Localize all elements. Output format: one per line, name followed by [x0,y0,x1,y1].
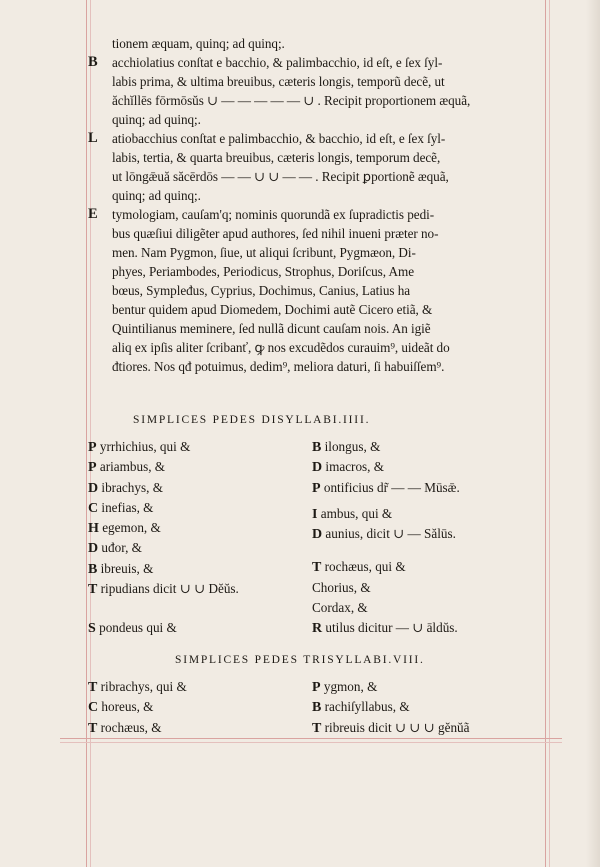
column-left-disyllabi [88,437,239,639]
text-line: aliq ex ipſis aliter ſcribanť, ꝙ nos excudẽdos curauim⁹, uideãt do [112,340,450,355]
list-item: C horeus, & [88,699,154,716]
bottom-rule [60,738,562,739]
list-item: S pondeus qui & [88,620,177,637]
text-line: bœus, Sympleđus, Cyprius, Dochimus, Canius, Latius ha [112,283,411,298]
list-item: P ariambus, & [88,459,166,476]
list-item: B ibreuis, & [88,560,154,577]
list-item: H egemon, & [88,520,161,537]
drop-initial: E [88,206,98,222]
list-item: D ibrachys, & [88,479,163,496]
list-item: B rachiſyllabus, & [312,699,410,716]
list-item: D imacros, & [312,459,385,476]
list-item: T ribrachys, qui & [88,679,187,695]
text-line: ut lōngǣuă săcērdōs — — ∪ ∪ — — . Recipit ꝑportionẽ æquã, [112,169,449,184]
drop-initial: B [88,54,98,70]
list-item: Cordax, & [312,600,368,616]
list-item: D uđor, & [88,540,142,557]
text-body [88,34,548,376]
text-line: labis prima, & ultima breuibus, cæteris longis, temporũ decẽ, ut [112,74,445,89]
list-item: Chorius, & [312,579,371,595]
list-item: T rochæus, & [88,719,162,736]
list-item: P ygmon, & [312,679,378,695]
list-item: C inefias, & [88,499,154,516]
list-item: B ilongus, & [312,439,381,455]
column-right-disyllabi [312,437,460,639]
text-line: ăchĭllēs fōrmōsŭs ∪ — — — — — ∪ . Recipit proportionem æquã, [112,93,471,108]
text-line: quinq; ad quinq;. [112,112,201,127]
list-item: D aunius, dicit ∪ — Sălūs. [312,526,456,543]
margin-rule-left [86,0,87,867]
text-line: tionem æquam, quinq; ad quinq;. [112,36,285,51]
text-line: đtiores. Nos qđ potuimus, dedim⁹, meliora daturi, ſi habuiſſem⁹. [112,359,445,374]
text-line: men. Nam Pygmon, ſiue, ut aliqui ſcribunt, Pygmæon, Di- [112,245,416,260]
text-line: atiobacchius conſtat e palimbacchio, & bacchio, id eſt, e ſex ſyl- [112,131,446,146]
paragraph-latiobacchius [88,129,548,205]
margin-rule-right-inner [549,0,550,867]
text-line: bentur quidem apud Diomedem, Dochimi autẽ Cicero etiã, & [112,302,433,317]
list-item: R utilus dicitur — ∪ āldŭs. [312,620,458,637]
list-item: P ontificius dr̃ — — Mūsǣ. [312,479,460,496]
paragraph-etymologiam [88,205,548,376]
text-line: Quintilianus meminere, ſed nullã dicunt cauſam nois. An igiẽ [112,321,431,336]
text-line: tymologiam, cauſam'q; nominis quorundã ex ſupradictis pedi- [112,207,435,222]
column-right-trisyllabi [312,677,469,738]
text-line: bus quæſiui diligẽter apud authores, ſed nihil inueni præter no- [112,226,439,241]
list-item: T rochæus, qui & [312,559,406,576]
text-line: quinq; ad quinq;. [112,188,201,203]
page-edge-shadow [586,0,600,867]
column-left-trisyllabi [88,677,187,738]
list-item: I ambus, qui & [312,505,393,522]
list-item: T ripudians dicit ∪ ∪ Dĕŭs. [88,581,239,598]
section-heading-trisyllabi: SIMPLICES PEDES TRISYLLABI.VIII. [175,654,425,666]
text-line: labis, tertia, & quarta breuibus, cæteris longis, temporum decẽ, [112,150,441,165]
drop-initial: L [88,130,98,146]
paragraph-bacchiolatius [88,53,548,129]
text-line: acchiolatius conſtat e bacchio, & palimbacchio, id eſt, e ſex ſyl- [112,55,443,70]
section-heading-disyllabi: SIMPLICES PEDES DISYLLABI.IIII. [133,414,371,426]
bottom-rule-2 [60,742,562,743]
paragraph-0 [88,34,548,53]
list-item: T ribreuis dicit ∪ ∪ ∪ gĕnŭã [312,719,470,736]
list-item: P yrrhichius, qui & [88,439,191,455]
text-line: phyes, Periambodes, Periodicus, Strophus, Doriſcus, Ame [112,264,414,279]
